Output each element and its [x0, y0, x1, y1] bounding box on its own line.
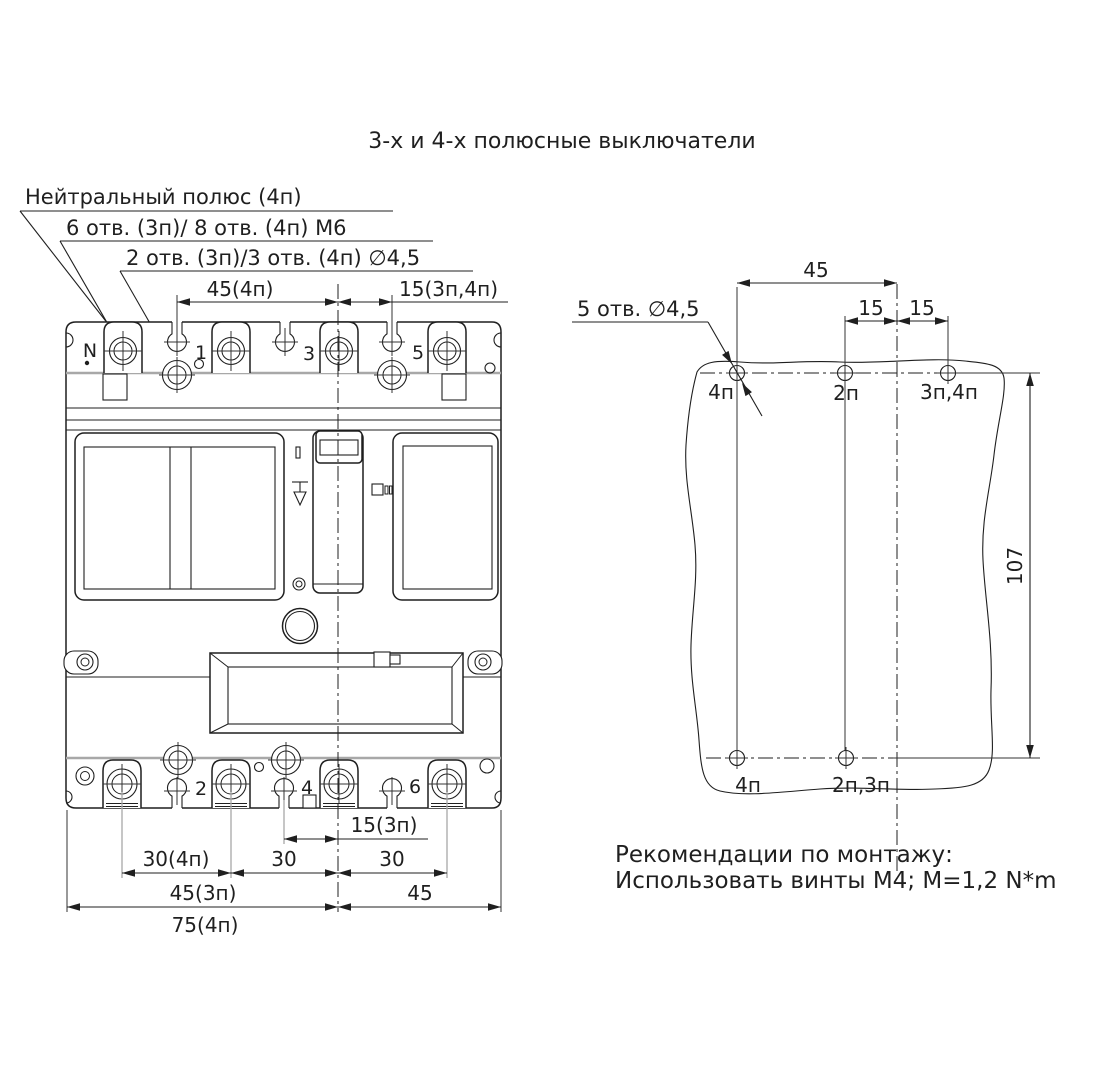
dim-plate-45-label: 45	[803, 258, 829, 282]
callout-m6-holes-label: 6 отв. (3п)/ 8 отв. (4п) М6	[66, 216, 347, 240]
dim-plate-107-label: 107	[1003, 546, 1027, 586]
left-cover	[75, 433, 284, 600]
dim-plate-15b-label: 15	[909, 296, 935, 320]
dim-15-3p4p: 15(3п,4п)	[399, 277, 499, 301]
callout-5-holes-label: 5 отв. ∅4,5	[577, 297, 700, 321]
callout-d45-holes-label: 2 отв. (3п)/3 отв. (4п) ∅4,5	[126, 246, 421, 270]
mounting-notes-line2: Использовать винты М4; М=1,2 N*m	[615, 868, 1057, 894]
pole-label-1: 1	[194, 342, 208, 364]
mounting-notes	[615, 842, 1057, 894]
right-cover	[393, 433, 498, 600]
mounting-notes-line1: Рекомендации по монтажу:	[615, 842, 953, 868]
left-ear	[64, 651, 98, 674]
dim-45-4p: 45(4п)	[206, 277, 274, 301]
dim-30-a: 30	[271, 847, 297, 871]
dim-plate-15a-label: 15	[858, 296, 884, 320]
pole-label-n: N	[82, 340, 98, 362]
callout-neutral-pole-label: Нейтральный полюс (4п)	[25, 185, 302, 209]
pole-label-5: 5	[411, 342, 425, 364]
pole-label-2: 2	[194, 778, 208, 800]
hole-label-top-3p4p: 3п,4п	[920, 380, 978, 404]
dim-30-4p: 30(4п)	[142, 847, 210, 871]
hole-label-bottom-2p3p: 2п,3п	[832, 773, 890, 797]
pole-label-4: 4	[300, 777, 314, 799]
dim-15-3p: 15(3п)	[350, 813, 418, 837]
pole-label-6: 6	[408, 776, 422, 798]
pole-label-3: 3	[302, 343, 316, 365]
right-ear	[468, 651, 502, 674]
dim-75-4p: 75(4п)	[171, 913, 239, 937]
mounting-pattern-view	[572, 258, 1040, 871]
breaker-front-view	[64, 277, 508, 937]
dim-top-row	[177, 277, 508, 306]
dim-45-right: 45	[407, 881, 433, 905]
dim-45-3p: 45(3п)	[169, 881, 237, 905]
hole-label-top-2p: 2п	[833, 381, 859, 405]
page-title: 3-х и 4-х полюсные выключатели	[368, 129, 756, 154]
hole-label-top-4p: 4п	[708, 380, 734, 404]
hole-label-bottom-4p: 4п	[735, 773, 761, 797]
dim-30-b: 30	[379, 847, 405, 871]
dim-plate-107	[1003, 373, 1034, 758]
dim-plate-45	[737, 258, 897, 287]
pushbutton-circle	[283, 609, 318, 644]
nameplate	[210, 652, 463, 733]
